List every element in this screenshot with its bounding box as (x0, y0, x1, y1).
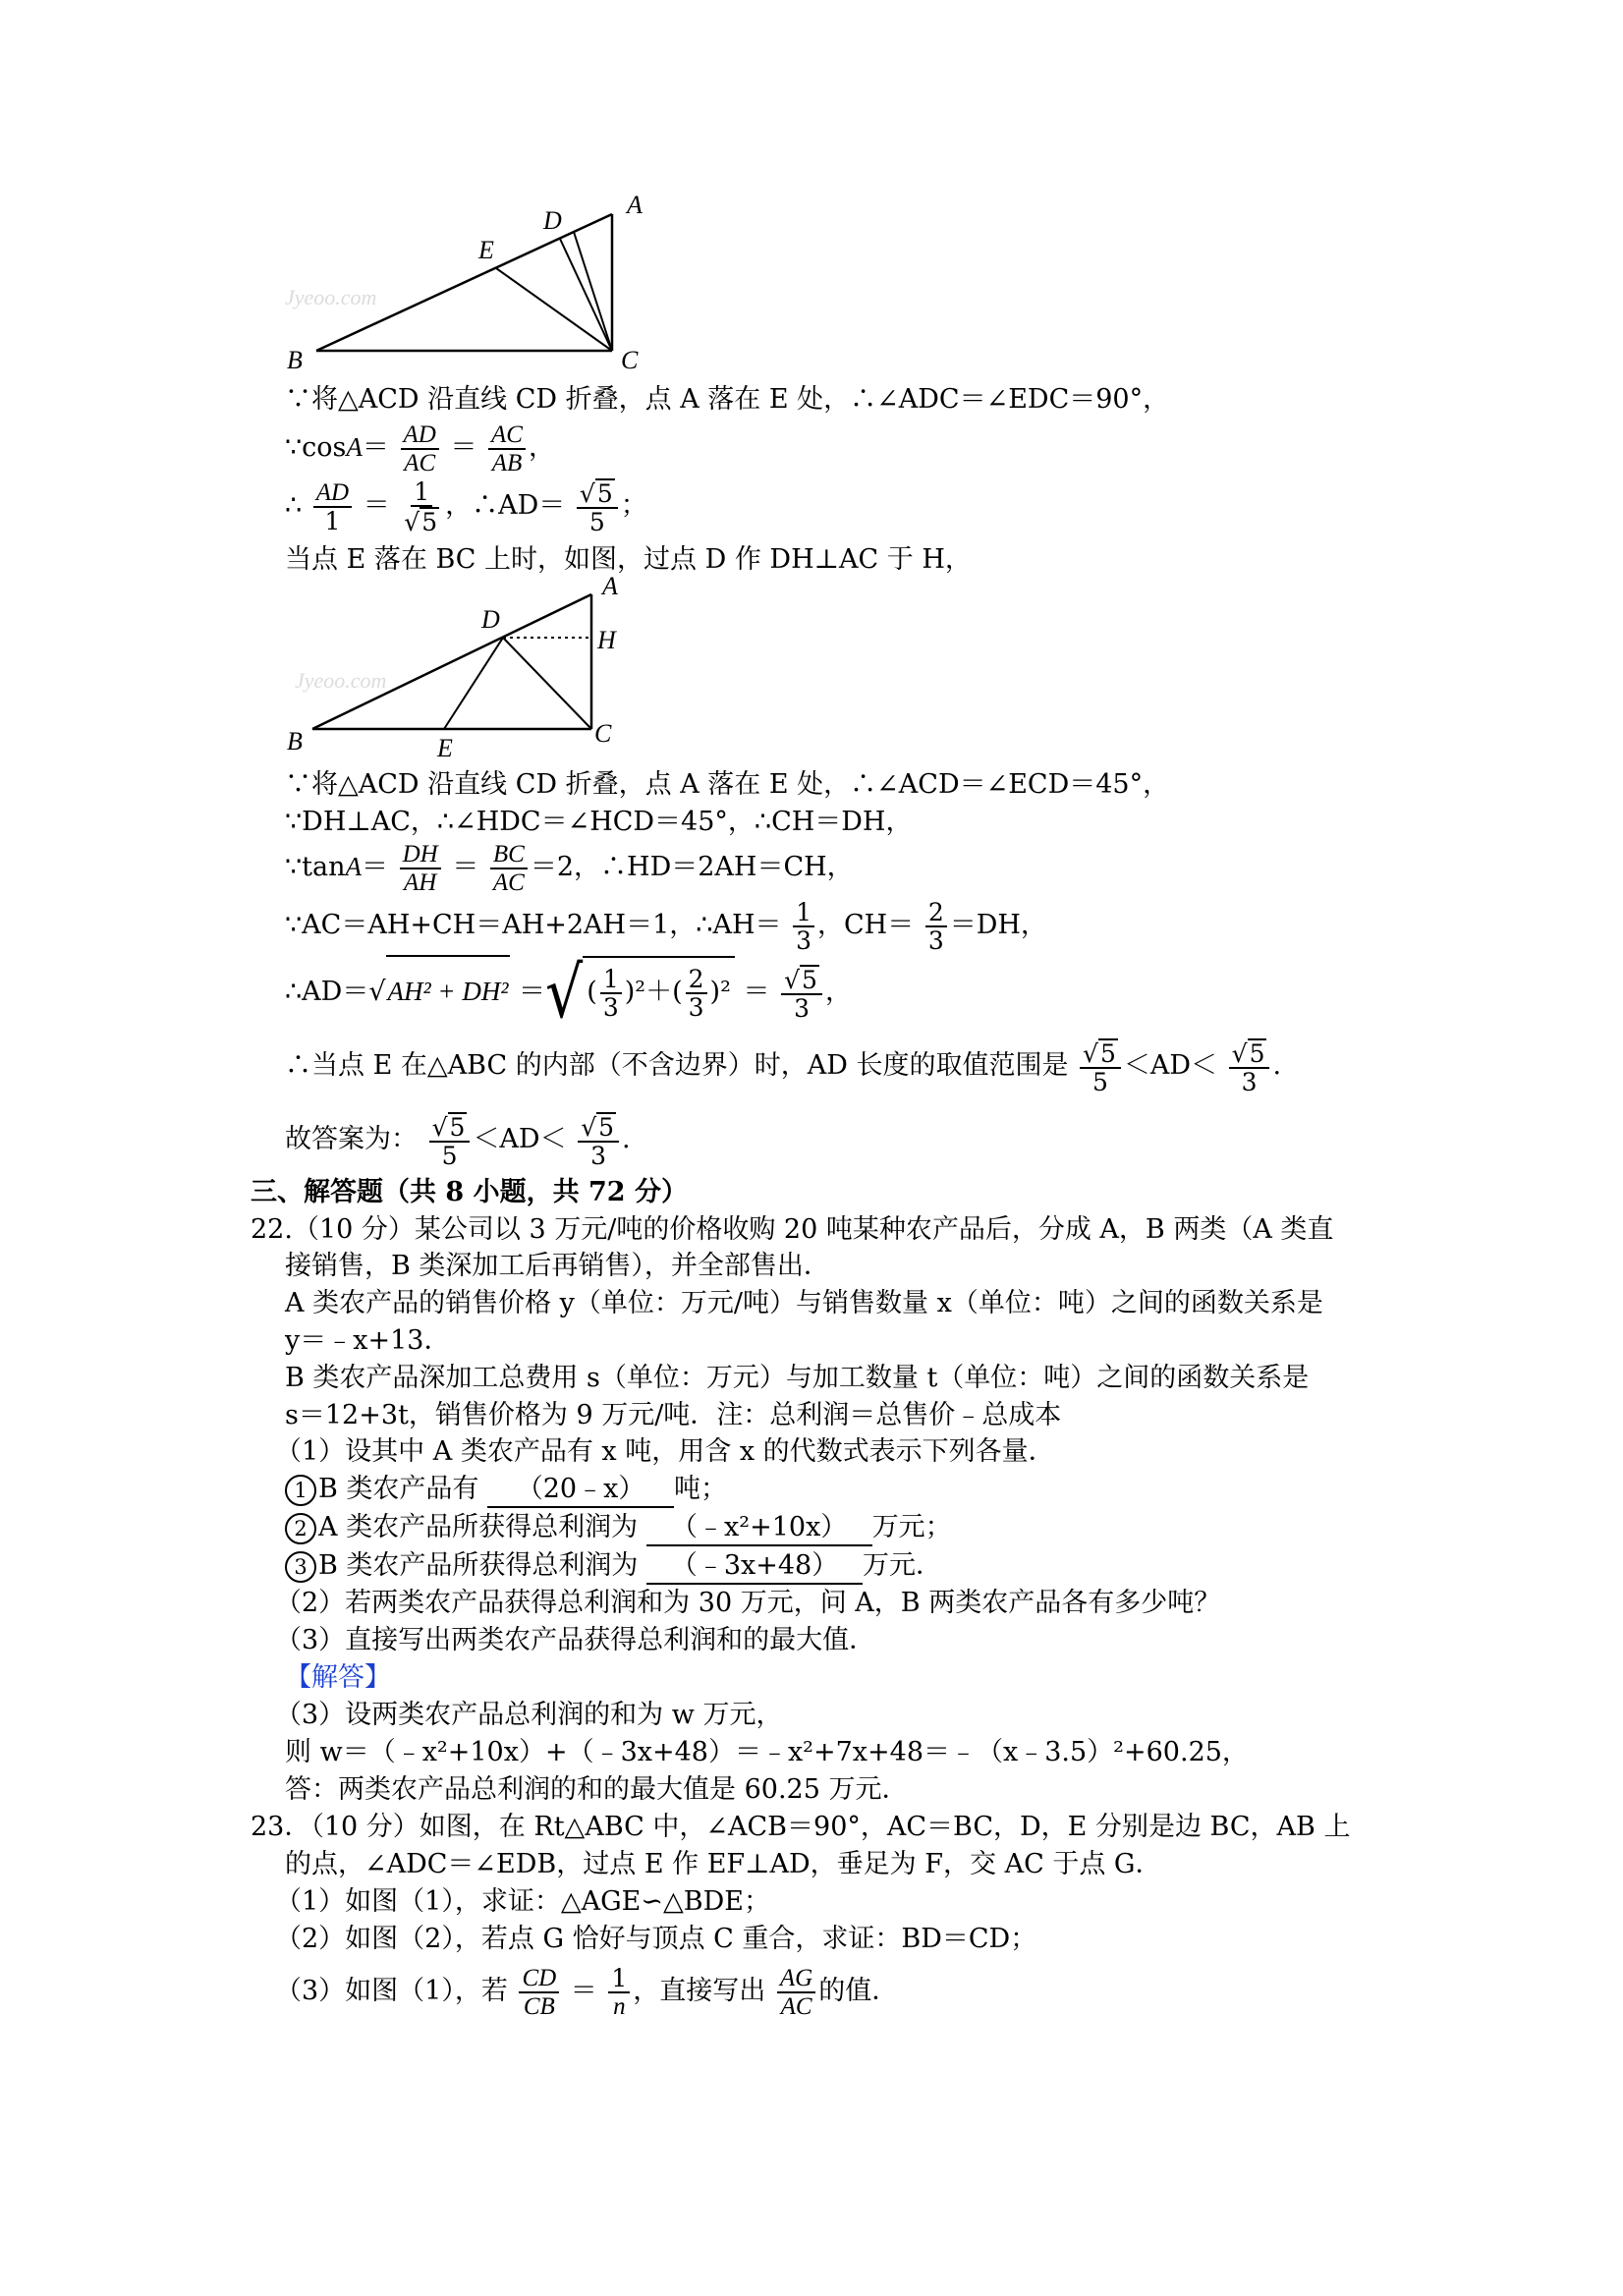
q22-item2: 2 A 类农产品所获得总利润为 （﹣x²+10x） 万元； (285, 1511, 952, 1546)
watermark: Jyeoo.com (295, 668, 387, 693)
p2-line6: ∴当点 E 在△ABC 的内部（不含边界）时，AD 长度的取值范围是 $\frac{√5}{5}$ ＜AD＜ $\frac{√5}{3}$ . (285, 1038, 1282, 1096)
q22-line9: （3）直接写出两类农产品获得总利润和的最大值． (275, 1625, 876, 1655)
label-h: H (597, 626, 616, 654)
p1-line4: 当点 E 落在 BC 上时，如图，过点 D 作 DH⊥AC 于 H， (285, 544, 972, 575)
label-d: D (481, 605, 500, 634)
label-b: B (287, 346, 303, 374)
label-c: C (621, 346, 639, 374)
label-a: A (627, 192, 643, 219)
p2-line5: ∴AD＝√AH² + DH² ＝√ ( $\frac{1}{3}$ )²＋( $\frac{2}{3}$ )² ＝ $\frac{√5}{3}$ ， (285, 951, 852, 1035)
q23-line2: 的点，∠ADC＝∠EDB，过点 E 作 EF⊥AD，垂足为 F，交 AC 于点 G． (285, 1849, 1162, 1879)
q23-line3: （1）如图（1），求证：△AGE∽△BDE； (275, 1886, 770, 1917)
q22-line4: y＝﹣x+13． (285, 1325, 451, 1356)
watermark: Jyeoo.com (285, 285, 377, 309)
q22-line6: s＝12+3t，销售价格为 9 万元/吨．注：总利润＝总售价﹣总成本 (285, 1400, 1062, 1430)
label-c: C (594, 719, 612, 748)
q22-line3: A 类农产品的销售价格 y（单位：万元/吨）与销售数量 x（单位：吨）之间的函数关系是 (285, 1288, 1323, 1318)
q22-line7: （1）设其中 A 类农产品有 x 吨，用含 x 的代数式表示下列各量． (275, 1436, 1055, 1467)
label-b: B (287, 727, 303, 756)
q22-item3: 3 B 类农产品所获得总利润为 （﹣3x+48） 万元． (285, 1549, 942, 1585)
label-e: E (437, 734, 453, 761)
q22-line1: 22.（10 分）某公司以 3 万元/吨的价格收购 20 吨某种农产品后，分成 A，B 两类（A 类直 (251, 1214, 1334, 1245)
p2-line7: 故答案为： $\frac{√5}{5}$ ＜AD＜ $\frac{√5}{3}$ . (285, 1112, 631, 1170)
label-a: A (602, 575, 618, 600)
figure-1 (275, 192, 668, 378)
q23-line4: （2）如图（2），若点 G 恰好与顶点 C 重合，求证：BD＝CD； (275, 1924, 1037, 1954)
figure-2 (275, 575, 648, 761)
p1-line1: ∵将△ACD 沿直线 CD 折叠，点 A 落在 E 处，∴∠ADC＝∠EDC＝90°， (285, 384, 1170, 415)
label-e: E (478, 236, 494, 264)
p1-line3: ∴ $\frac{AD}{1}$ ＝ $\frac{1}{√5}$ ，∴AD＝ $\frac{√5}{5}$ ； (285, 476, 647, 536)
q23-line5: （3）如图（1），若 $\frac{CD}{CB}$ ＝ $\frac{1}{n}$ ，直接写出 $\frac{AG}{AC}$ 的值． (275, 1963, 899, 2020)
q23-line1: 23．（10 分）如图，在 Rt△ABC 中，∠ACB＝90°，AC＝BC，D，E 分别是边 BC，AB 上 (251, 1812, 1351, 1842)
q22-item1: 1 B 类农产品有 （20﹣x） 吨； (285, 1473, 727, 1508)
p2-line1: ∵将△ACD 沿直线 CD 折叠，点 A 落在 E 处，∴∠ACD＝∠ECD＝45°， (285, 769, 1170, 800)
q22-line12: 答：两类农产品总利润的和的最大值是 60.25 万元． (285, 1774, 909, 1805)
label-d: D (543, 206, 562, 235)
answer-tag: 【解答】 (285, 1662, 391, 1693)
q22-line2: 接销售，B 类深加工后再销售），并全部售出． (285, 1251, 830, 1281)
p2-line3: ∵tanA＝ $\frac{DH}{AH}$ ＝ $\frac{BC}{AC}$ ＝2，∴HD＝2AH＝CH， (285, 840, 854, 896)
p2-line2: ∵DH⊥AC，∴∠HDC＝∠HCD＝45°，∴CH＝DH， (285, 807, 913, 837)
q22-line11: 则 w＝（﹣x²+10x）+（﹣3x+48）＝﹣x²+7x+48＝﹣（x﹣3.5）²+60.25， (285, 1737, 1249, 1767)
q22-line10: （3）设两类农产品总利润的和为 w 万元， (275, 1700, 783, 1730)
p1-line2: ∵cosA＝ $\frac{AD}{AC}$ ＝ $\frac{AC}{AB}$ ， (285, 420, 555, 476)
p2-line4: ∵AC＝AH+CH＝AH+2AH＝1，∴AH＝ $\frac{1}{3}$ ，CH＝ $\frac{2}{3}$ ＝DH， (285, 897, 1047, 955)
q22-line5: B 类农产品深加工总费用 s（单位：万元）与加工数量 t（单位：吨）之间的函数关系是 (285, 1363, 1310, 1393)
section-title: 三、解答题（共 8 小题，共 72 分） (251, 1177, 688, 1207)
q22-line8: （2）若两类农产品获得总利润和为 30 万元，问 A，B 两类农产品各有多少吨？ (275, 1588, 1221, 1618)
